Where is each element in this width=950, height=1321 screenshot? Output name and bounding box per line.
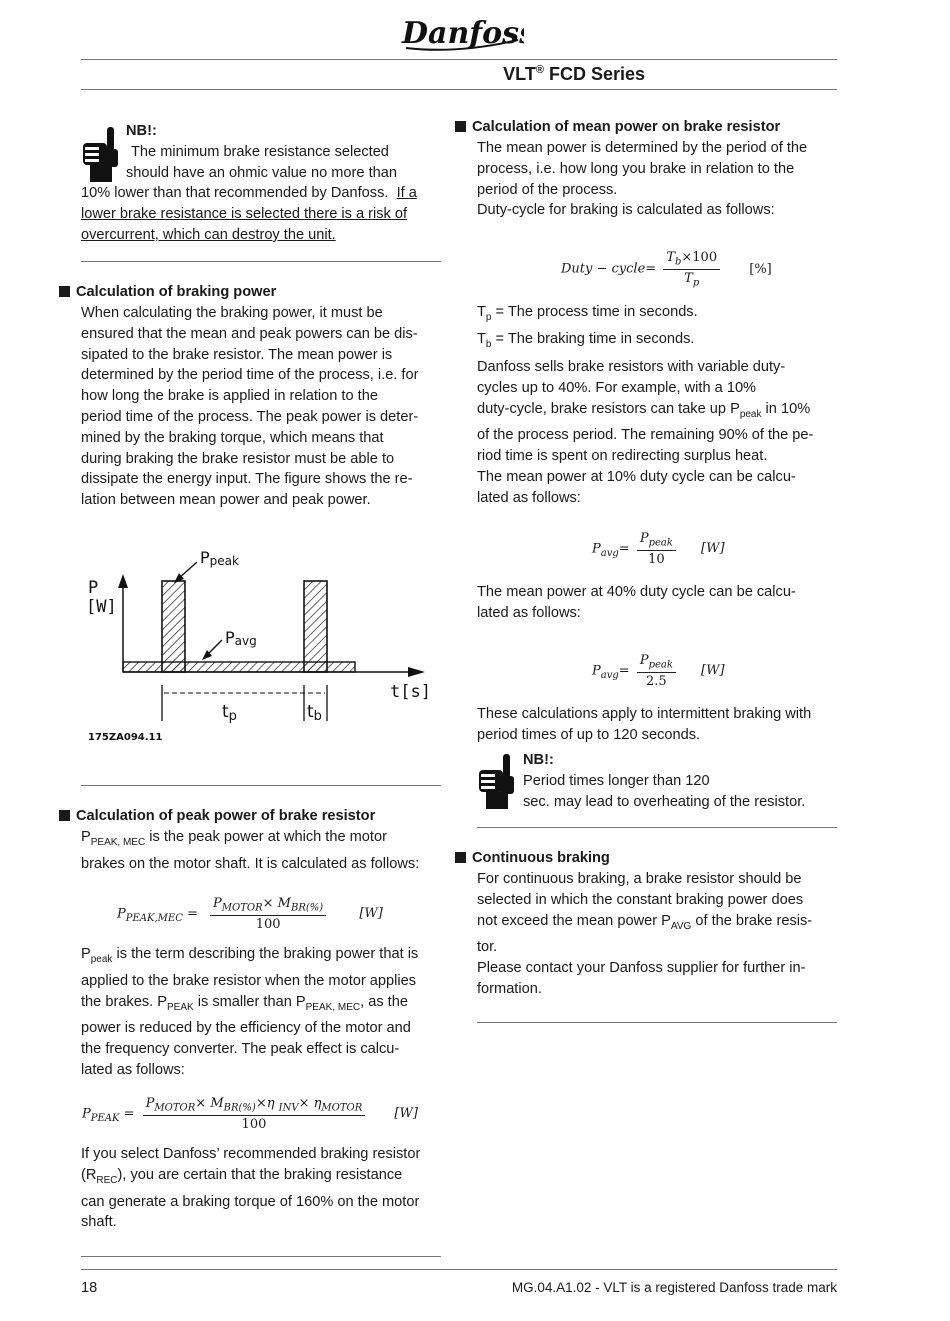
body-line: lated as follows: <box>477 604 581 621</box>
p-axis-label: P <box>88 578 99 598</box>
nb-text: should have an ohmic value no more than <box>126 164 397 181</box>
duty-cycle-text <box>477 357 842 508</box>
section-heading: Calculation of braking power <box>59 282 449 303</box>
body-line: These calculations apply to intermittent braking with <box>477 706 812 722</box>
nb-text: sec. may lead to overheating of the resistor. <box>523 793 806 810</box>
nb-title: NB!: <box>523 752 554 768</box>
body-line: If you select Danfoss’ recommended braking resistor <box>81 1146 421 1162</box>
footer-trademark: MG.04.A1.02 - VLT is a registered Danfoss trade mark <box>511 1280 837 1295</box>
tb-label: tb <box>307 702 322 724</box>
peak-power-section <box>59 806 449 827</box>
body-line: determined by the period time of the process, i.e. for <box>81 367 419 384</box>
body-line: For continuous braking, a brake resistor should be <box>477 871 802 887</box>
peak-power-text-3 <box>81 1144 451 1233</box>
pointing-hand-icon <box>476 752 518 817</box>
section-divider <box>81 1256 441 1257</box>
power-diagram <box>82 540 442 750</box>
page-number: 18 <box>81 1280 98 1296</box>
body-line: $T_p$ = The process time in seconds. <box>477 304 698 323</box>
body-line: lated as follows: <box>477 489 581 506</box>
body-line: can generate a braking torque of 160% on the motor <box>81 1193 420 1210</box>
nb-title: NB!: <box>126 123 157 139</box>
braking-power-section <box>59 282 449 303</box>
peak-bar-2 <box>304 581 327 672</box>
formula-avg-40: $P_{avg}=$ $\frac{P_{peak}}{2.5}$ [W] <box>592 653 725 689</box>
ppeak-label: Ppeak <box>200 548 239 568</box>
body-line: lation between mean power and peak power. <box>81 492 371 509</box>
square-bullet-icon <box>455 121 466 132</box>
nb-note-2 <box>523 750 843 812</box>
body-line: not exceed the mean power $P_{AVG}$ of the brake resis- <box>477 912 813 932</box>
body-line: process, i.e. how long you brake in relation to the <box>477 160 795 177</box>
body-line: the brakes. $P_{PEAK}$ is smaller than $P_{PEAK, MEC}$, as the <box>81 993 408 1013</box>
body-line: riod time is spent on redirecting surplus heat. <box>477 448 768 465</box>
square-bullet-icon <box>59 810 70 821</box>
body-line: shaft. <box>81 1214 117 1231</box>
w-axis-label: [W] <box>86 597 117 617</box>
body-line: mined by the braking torque, which means that <box>81 429 384 446</box>
time-axis-label: t[s] <box>390 682 431 702</box>
body-line: selected in which the constant braking power does <box>477 891 804 908</box>
body-line: period time of the process. The peak power is deter- <box>81 408 419 425</box>
body-line: $T_b$ = The braking time in seconds. <box>477 330 695 350</box>
time-definitions <box>477 302 842 355</box>
header-rule-top <box>81 59 837 60</box>
nb-text: The minimum brake resistance selected <box>131 143 389 160</box>
series-title: VLT® FCD Series <box>503 64 645 84</box>
body-line: The mean power at 40% duty cycle can be calcu- <box>477 584 796 600</box>
body-line: power is reduced by the efficiency of the motor and <box>81 1020 411 1037</box>
body-line: Danfoss sells brake resistors with variable duty- <box>477 359 786 375</box>
intermittent-text <box>477 704 842 746</box>
body-line: cycles up to 40%. For example, with a 10% <box>477 379 757 396</box>
formula-peak-mec: $P_{PEAK,MEC}$ = $\frac{P_{MOTOR}\times M_{BR(\%)}}{100}$ [W] <box>117 896 383 932</box>
tp-label: tp <box>222 702 237 724</box>
body-line: how long the brake is applied in relation to the <box>81 388 378 405</box>
section-divider <box>477 1022 837 1023</box>
peak-power-text-2 <box>81 944 451 1081</box>
mean-power-section <box>455 117 845 138</box>
body-line: $P_{peak}$ is the term describing the braking power that is <box>81 946 419 965</box>
danfoss-logo <box>398 10 524 54</box>
body-line: period of the process. <box>477 181 618 198</box>
square-bullet-icon <box>455 852 466 863</box>
body-line: tor. <box>477 939 498 956</box>
header-rule-bottom <box>81 89 837 90</box>
section-divider <box>81 785 441 786</box>
peak-power-text <box>81 827 451 875</box>
nb-text: 10% lower than that recommended by Danfoss. If a <box>81 185 417 202</box>
body-line: of the process period. The remaining 90% of the pe- <box>477 427 814 444</box>
nb-text: lower brake resistance is selected there is a risk of <box>81 206 408 223</box>
section-divider <box>81 261 441 262</box>
logo-wordmark: Danfoss <box>402 16 524 51</box>
square-bullet-icon <box>59 286 70 297</box>
section-heading: Calculation of mean power on brake resistor <box>455 117 845 138</box>
section-divider <box>477 827 837 828</box>
body-line: Please contact your Danfoss supplier for further in- <box>477 960 806 977</box>
body-line: sipated to the brake resistor. The mean power is <box>81 346 393 363</box>
footer-rule <box>81 1269 837 1270</box>
nb-note-1 <box>81 121 451 246</box>
nb-text: overcurrent, which can destroy the unit. <box>81 226 336 243</box>
body-line: The mean power is determined by the period of the <box>477 140 808 156</box>
formula-peak: $P_{PEAK}$ = $\frac{P_{MOTOR}\times M_{BR(\%)}\times\eta _{INV}\times \eta_{MOTOR}}{100}$ [W] <box>82 1096 418 1132</box>
body-line: dissipate the energy input. The figure shows the re- <box>81 471 413 488</box>
continuous-braking-section <box>455 848 845 869</box>
body-line: brakes on the motor shaft. It is calculated as follows: <box>81 855 420 872</box>
body-line: the frequency converter. The peak effect is calcu- <box>81 1041 400 1057</box>
formula-avg-10: $P_{avg}=$ $\frac{P_{peak}}{10}$ [W] <box>592 531 725 567</box>
body-line: formation. <box>477 980 542 997</box>
body-line: When calculating the braking power, it must be <box>81 305 383 321</box>
body-line: Duty-cycle for braking is calculated as follows: <box>477 202 775 219</box>
peak-bar-1 <box>162 581 185 672</box>
section-heading: Calculation of peak power of brake resistor <box>59 806 449 827</box>
figure-code: 175ZA094.11 <box>88 732 163 743</box>
body-line: during braking the brake resistor must be able to <box>81 450 395 467</box>
section-heading: Continuous braking <box>455 848 845 869</box>
body-line: lated as follows: <box>81 1061 185 1078</box>
pavg-label: Pavg <box>225 628 257 648</box>
nb-text: Period times longer than 120 <box>523 772 710 789</box>
body-line: applied to the brake resistor when the motor applies <box>81 972 417 989</box>
braking-power-text <box>81 303 451 511</box>
body-line: $(R_{REC})$, you are certain that the braking resistance <box>81 1166 403 1186</box>
body-line: ensured that the mean and peak powers can be dis- <box>81 325 418 342</box>
mean-power-text <box>477 138 842 221</box>
continuous-braking-text <box>477 869 842 1000</box>
body-line: The mean power at 10% duty cycle can be calcu- <box>477 468 796 485</box>
body-line: $P_{PEAK, MEC}$ is the peak power at which the motor <box>81 829 387 848</box>
duty-40-text <box>477 582 842 624</box>
body-line: duty-cycle, brake resistors can take up $P_{peak}$ in 10% <box>477 400 811 420</box>
body-line: period times of up to 120 seconds. <box>477 726 701 743</box>
formula-duty-cycle: Duty − cycle= $\frac{T_b\times 100}{T_p}$ [%] <box>561 250 772 289</box>
